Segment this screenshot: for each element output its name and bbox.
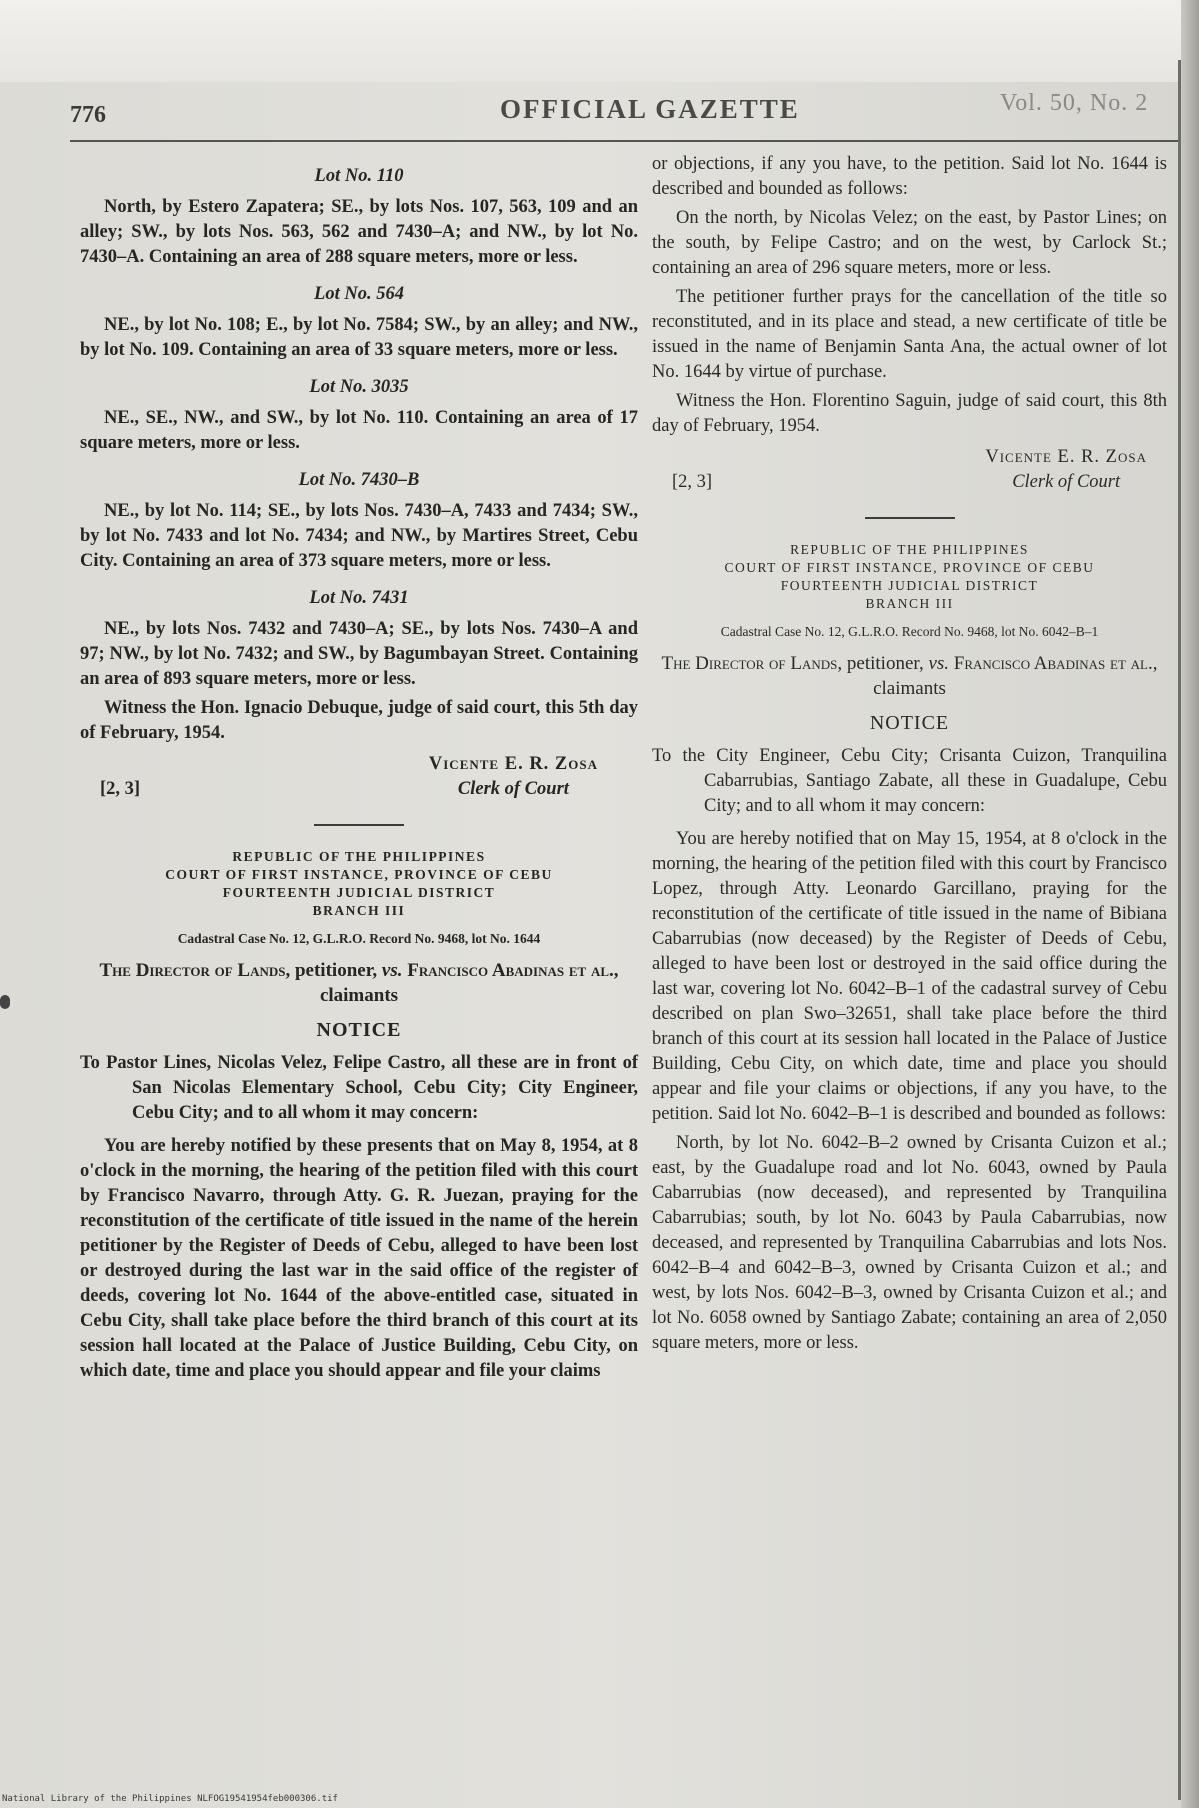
notice-addressee: To the City Engineer, Cebu City; Crisanta Cuizon, Tranquilina Cabarrubias, Santiago Zabate, all these in Guadalupe, Cebu City; and to all whom it may concern: — [652, 746, 1167, 816]
section-divider — [865, 517, 955, 519]
volume-info: Vol. 50, No. 2 — [1000, 90, 1149, 116]
lot-text: NE., by lot No. 114; SE., by lots Nos. 7430–A, 7433 and 7434; SW., by lot No. 7433 and lot No. 7434; and NW., by Martires Street, Cebu City. Containing an area of 373 square meters, more or less. — [80, 501, 638, 571]
signature-block — [652, 445, 1167, 495]
witness-paragraph: Witness the Hon. Ignacio Debuque, judge of said court, this 5th day of February, 1954. — [80, 698, 638, 743]
notice-addressee: To Pastor Lines, Nicolas Velez, Felipe Castro, all these are in front of San Nicolas Elementary School, Cebu City; City Engineer, Cebu City; and to all whom it may concern: — [80, 1053, 638, 1123]
respondent: Francisco Abadinas et al. — [953, 653, 1153, 674]
notice-body: You are hereby notified that on May 15, 1954, at 8 o'clock in the morning, the hearing of the petition filed with this court by Francisco Lopez, through Atty. Leonardo Garcillano, praying for the reconstitution of the certificate of title issued in the name of Bibiana Cabarrubias (now deceased) by the Register of Deeds of Cebu, alleged to have been lost or destroyed in the said office during the last war, covering lot No. 6042–B–1 of the cadastral survey of Cebu described on plan Swo–32651, shall take place before the third branch of this court at its session hall located in the Palace of Justice Building, Cebu City, on which date, time and place you should appear and file your claims or objections, if any you have, to the petition. Said lot No. 6042–B–1 is described and bounded as follows: — [652, 829, 1167, 1124]
lot-title: Lot No. 7430–B — [298, 470, 420, 490]
case-number: Cadastral Case No. 12, G.L.R.O. Record No. 9468, lot No. 1644 — [177, 931, 541, 946]
prayer-paragraph: The petitioner further prays for the cancellation of the title so reconstituted, and in its place and stead, a new certificate of title be issued in the name of Benjamin Santa Ana, the actual owner of lot No. 1644 by virtue of purchase. — [652, 287, 1167, 382]
lot-description — [80, 282, 638, 363]
petitioner: The Director of Lands — [99, 960, 286, 981]
lot-boundaries: On the north, by Nicolas Velez; on the east, by Pastor Lines; on the south, by Felipe Castro; and on the west, by Carlock St.; containing an area of 296 square meters, more or less. — [652, 208, 1167, 278]
scan-right-edge — [1181, 0, 1199, 1808]
versus: vs. — [381, 960, 403, 981]
court-header — [652, 541, 1167, 613]
witness-paragraph: Witness the Hon. Florentino Saguin, judge of said court, this 8th day of February, 1954. — [652, 391, 1167, 436]
court-header-line: BRANCH III — [865, 596, 954, 611]
respondent-role: , claimants — [873, 653, 1158, 699]
page-header — [70, 88, 1170, 144]
petitioner-role: , petitioner, — [837, 653, 929, 674]
lot-title: Lot No. 564 — [314, 284, 404, 304]
court-header — [80, 848, 638, 920]
respondent: Francisco Abadinas et al. — [407, 960, 614, 981]
signature-block — [80, 752, 638, 802]
court-notice — [652, 541, 1167, 1356]
issue-numbers: [2, 3] — [100, 779, 141, 799]
court-header-line: REPUBLIC OF THE PHILIPPINES — [232, 849, 486, 864]
lot-text: North, by Estero Zapatera; SE., by lots Nos. 107, 563, 109 and an alley; SW., by lots Nos. 563, 562 and 7430–A; and NW., by lot No. 7430–A. Containing an area of 288 square meters, more or less. — [80, 197, 638, 267]
margin-punch-mark — [0, 995, 10, 1009]
court-header-line: BRANCH III — [312, 903, 406, 918]
petitioner: The Director of Lands — [661, 653, 838, 674]
clerk-title: Clerk of Court — [457, 779, 569, 799]
case-number: Cadastral Case No. 12, G.L.R.O. Record No. 9468, lot No. 6042–B–1 — [720, 624, 1099, 639]
section-divider — [314, 824, 404, 826]
court-header-line: FOURTEENTH JUDICIAL DISTRICT — [780, 578, 1039, 593]
notice-heading: NOTICE — [316, 1019, 402, 1041]
issue-numbers: [2, 3] — [672, 472, 713, 492]
continued-text: or objections, if any you have, to the petition. Said lot No. 1644 is described and bounded as follows: — [652, 154, 1167, 199]
lot-title: Lot No. 3035 — [309, 377, 409, 397]
court-header-line: COURT OF FIRST INSTANCE, PROVINCE OF CEBU — [724, 560, 1095, 575]
lot-boundaries: North, by lot No. 6042–B–2 owned by Crisanta Cuizon et al.; east, by the Guadalupe road and lot No. 6043, owned by Paula Cabarrubias (now deceased), and represented by Tranquilina Cabarrubias; south, by lot No. 6043 by Paula Cabarrubias, now deceased, and represented by Tranquilina Cabarrubias and lots Nos. 6042–B–4 and 6042–B–3, owned by Crisanta Cuizon et al.; and west, by lots Nos. 6042–B–3, owned by Crisanta Cuizon et al.; and lot No. 6058 owned by Santiago Zabate; containing an area of 2,050 square meters, more or less. — [652, 1133, 1167, 1353]
lot-text: NE., by lots Nos. 7432 and 7430–A; SE., by lots Nos. 7430–A and 97; NW., by lot No. 7432; and SW., by Bagumbayan Street. Containing an area of 893 square meters, more or less. — [80, 619, 638, 689]
lot-description — [80, 468, 638, 574]
header-rule — [70, 140, 1178, 142]
lot-description — [80, 164, 638, 270]
left-column — [80, 152, 638, 1388]
court-header-line: COURT OF FIRST INSTANCE, PROVINCE OF CEBU — [165, 867, 553, 882]
petitioner-role: , petitioner, — [285, 960, 382, 981]
scan-top-margin — [0, 0, 1199, 82]
right-column — [652, 152, 1167, 1360]
lot-text: NE., by lot No. 108; E., by lot No. 7584; SW., by an alley; and NW., by lot No. 109. Containing an area of 33 square meters, more or less. — [80, 315, 638, 360]
lot-title: Lot No. 110 — [314, 166, 404, 186]
court-notice — [80, 848, 638, 1384]
lot-description — [80, 375, 638, 456]
respondent-role: , claimants — [319, 960, 619, 1006]
page-number: 776 — [70, 102, 106, 128]
court-header-line: REPUBLIC OF THE PHILIPPINES — [790, 542, 1029, 557]
binding-line — [1178, 60, 1181, 1800]
lot-title: Lot No. 7431 — [309, 588, 409, 608]
lot-description — [80, 586, 638, 692]
publication-title: OFFICIAL GAZETTE — [500, 94, 800, 124]
case-parties — [652, 651, 1167, 701]
clerk-title: Clerk of Court — [1012, 472, 1121, 492]
clerk-name: Vicente E. R. Zosa — [428, 754, 598, 774]
lot-text: NE., SE., NW., and SW., by lot No. 110. Containing an area of 17 square meters, more or less. — [80, 408, 638, 453]
scan-footer-note: National Library of the Philippines NLFOG19541954feb000306.tif — [2, 1794, 338, 1804]
clerk-name: Vicente E. R. Zosa — [985, 447, 1147, 467]
versus: vs. — [928, 653, 950, 674]
court-header-line: FOURTEENTH JUDICIAL DISTRICT — [222, 885, 496, 900]
notice-body: You are hereby notified by these presents that on May 8, 1954, at 8 o'clock in the morning, the hearing of the petition filed with this court by Francisco Navarro, through Atty. G. R. Juezan, praying for the reconstitution of the certificate of title issued in the name of the herein petitioner by the Register of Deeds of Cebu, alleged to have been lost or destroyed during the last war in the said office of the register of deeds, covering lot No. 1644 of the above-entitled case, situated in Cebu City, shall take place before the third branch of this court at its session hall located at the Palace of Justice Building, Cebu City, on which date, time and place you should appear and file your claims — [80, 1136, 638, 1381]
notice-heading: NOTICE — [869, 712, 950, 734]
case-parties — [80, 958, 638, 1008]
